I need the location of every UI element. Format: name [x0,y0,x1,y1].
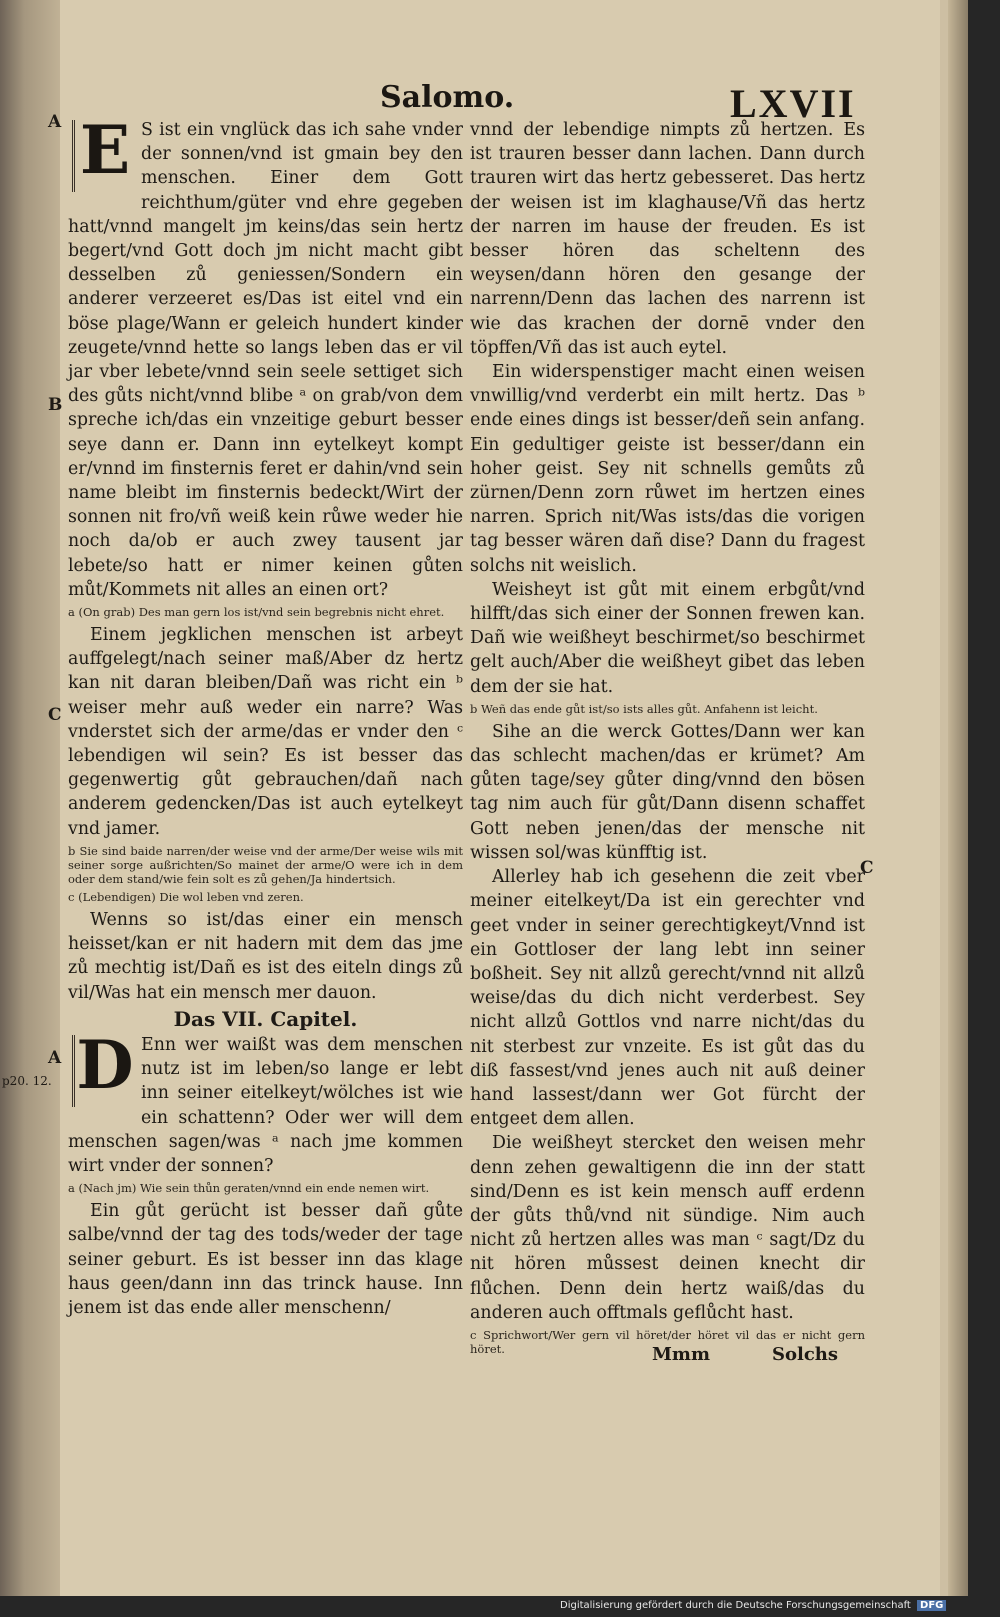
margin-cross-reference: p20. 12. [2,1074,52,1088]
paragraph: Die weißheyt stercket den weisen mehr denn zehen gewaltigenn die inn der statt sind/Denn es ist kein mensch auff erdenn der gůts thů/vnd nit sündige. Nim auch nicht zů hertzen alles was man ᶜ sagt/Dz du nit hören můssest deinen knecht dir flůchen. Denn dein hertz waiß/das du anderen auch offtmals geflůcht hast. [470,1133,865,1323]
paragraph: Sihe an die werck Gottes/Dann wer kan das schlecht machen/das er krümet? Am gůten tage/sey gůter ding/vnnd den bösen tag nim auch für gůt/Dann disenn schaffet Gott neben jenen/das der mensche nit wissen sol/was künfftig ist. [470,721,865,863]
margin-letter-a: A [48,112,62,132]
chapter-heading: Das VII. Capitel. [173,1006,358,1031]
margin-letter-b: B [48,395,63,415]
footnote: a (Nach jm) Wie sein thůn geraten/vnnd ein ende nemen wirt. [68,1181,430,1196]
signature-mark: Mmm [652,1344,711,1365]
decorated-initial: D [72,1035,135,1107]
catchword: Solchs [772,1344,839,1365]
paragraph: Ein widerspenstiger macht einen weisen vnwillig/vnd verderbt ein milt hertz. Das ᵇ ende eines dings ist besser/deñ sein anfang. Ein gedultiger geiste ist besser/dann ein hoher geist. Sey nit schnells gemůts zů zürnen/Denn zorn růwet im hertzen eines narren. Sprich nit/Was ists/das die vorigen tag besser wären dañ dise? Dann du fragest solchs nit weislich. [470,362,865,576]
decorated-initial: E [72,120,135,192]
footnote: b Weñ das ende gůt ist/so ists alles gůt. Anfahenn ist leicht. [470,701,818,716]
paragraph: Weisheyt ist gůt mit einem erbgůt/vnd hilfft/das sich einer der Sonnen frewen kan. Dañ wie weißheyt beschirmet/so beschirmet gelt auch/Aber die weißheyt gibet das leben dem der sie hat. [470,579,865,697]
footnote: c Sprichwort/Wer gern vil höret/der höret vil das er nicht gern höret. [470,1327,865,1356]
right-column [470,118,865,1360]
paragraph: vnnd der lebendige nimpts zů hertzen. Es ist trauren besser dann lachen. Dann durch trauren wirt das hertz gebesseret. Das hertz der weisen ist im klaghause/Vñ das hertz der narren im hause der freuden. Es ist besser hören das scheltenn des weysen/dann hören den gesange der narrenn/Denn das lachen des narrenn ist wie das krachen der dornē vnder den töpffen/Vñ das ist auch eytel. [470,120,865,358]
book-page [2,0,940,1596]
page-edge [948,0,968,1596]
footnote: b Sie sind baide narren/der weise vnd der arme/Der weise wils mit seiner sorge außrichten/So mainet der arme/O were ich in dem oder dem stand/wie fein solt es zů gehen/Ja hindertsich. [68,843,463,886]
paragraph: S ist ein vnglück das ich sahe vnder der sonnen/vnd ist gmain bey den menschen. Einer dem Gott reichthum/güter vnd ehre gegeben hatt/vnnd mangelt jm keins/das sein hertz begert/vnd Gott doch jm nicht macht gibt desselben zů geniessen/Sondern ein anderer verzeeret es/Das ist eitel vnd ein böse plage/Wann er geleich hundert kinder zeugete/vnnd hette so langs leben das er vil jar vber lebete/vnnd sein seele settiget sich des gůts nicht/vnnd blibe ᵃ on grab/von dem spreche ich/das ein vnzeitige geburt besser seye dann er. Dann inn eytelkeyt kompt er/vnnd im finsternis feret er dahin/vnd sein name bleibt im finsternis bedeckt/Wirt der sonnen nit fro/vñ weiß kein růwe weder hie noch da/ob er auch zwey tausent jar lebete/so hatt er nimer keinen gůten můt/Kommets nit alles an einen ort? [68,120,463,600]
margin-letter-c-right: C [860,858,874,878]
paragraph: Enn wer waißt was dem menschen nutz ist im leben/so lange er lebt inn seiner eitelkeyt/wölches ist wie ein schattenn? Oder wer will dem menschen sagen/was ᵃ nach jme kommen wirt vnder der sonnen? [68,1034,463,1176]
digitization-footer [560,1600,946,1611]
left-column [68,111,463,1320]
dfg-logo: DFG [917,1600,946,1611]
margin-letter-a2: A [48,1048,62,1068]
folio-number: LXVII [730,81,856,126]
margin-letter-c: C [48,705,62,725]
running-title: Salomo. [380,80,515,115]
paragraph: Einem jegklichen menschen ist arbeyt auffgelegt/nach seiner maß/Aber dz hertz kan nit daran bleiben/Dañ was richt ein ᵇ weiser mehr auß weder ein narre? Was vnderstet sich der arme/das er vnder den ᶜ lebendigen wil sein? Es ist besser das gegenwertig gůt gebrauchen/dañ nach anderem gedencken/Das ist auch eytelkeyt vnd jamer. [68,625,463,839]
paragraph: Ein gůt gerücht ist besser dañ gůte salbe/vnnd der tag des tods/weder der tage seiner geburt. Es ist besser inn das klage haus geen/dann inn das trinck hause. Inn jenem ist das ende aller menschenn/ [68,1201,463,1318]
funding-notice: Digitalisierung gefördert durch die Deutsche Forschungsgemeinschaft [560,1600,911,1611]
footnote: a (On grab) Des man gern los ist/vnd sein begrebnis nicht ehret. [68,605,445,620]
footnote: c (Lebendigen) Die wol leben vnd zeren. [68,889,304,904]
paragraph: Allerley hab ich gesehenn die zeit vber meiner eitelkeyt/Da ist ein gerechter vnd geet vnder in seiner gerechtigkeyt/Vnnd ist ein Gottloser der lang lebt inn seiner boßheit. Sey nit allzů gerecht/vnnd nit allzů weise/das du dich nicht verderbest. Sey nicht allzů Gottlos vnd narre nicht/das du nit sterbest zur vnzeite. Es ist gůt das du diß fassest/vnd jenes auch nit auß deiner hand lassest/dann wer Got fürcht der entgeet dem allen. [470,867,865,1130]
paragraph: Wenns so ist/das einer ein mensch heisset/kan er nit hadern mit dem das jme zů mechtig ist/Dañ es ist des eiteln dings zů vil/Was hat ein mensch mer dauon. [68,909,463,1003]
